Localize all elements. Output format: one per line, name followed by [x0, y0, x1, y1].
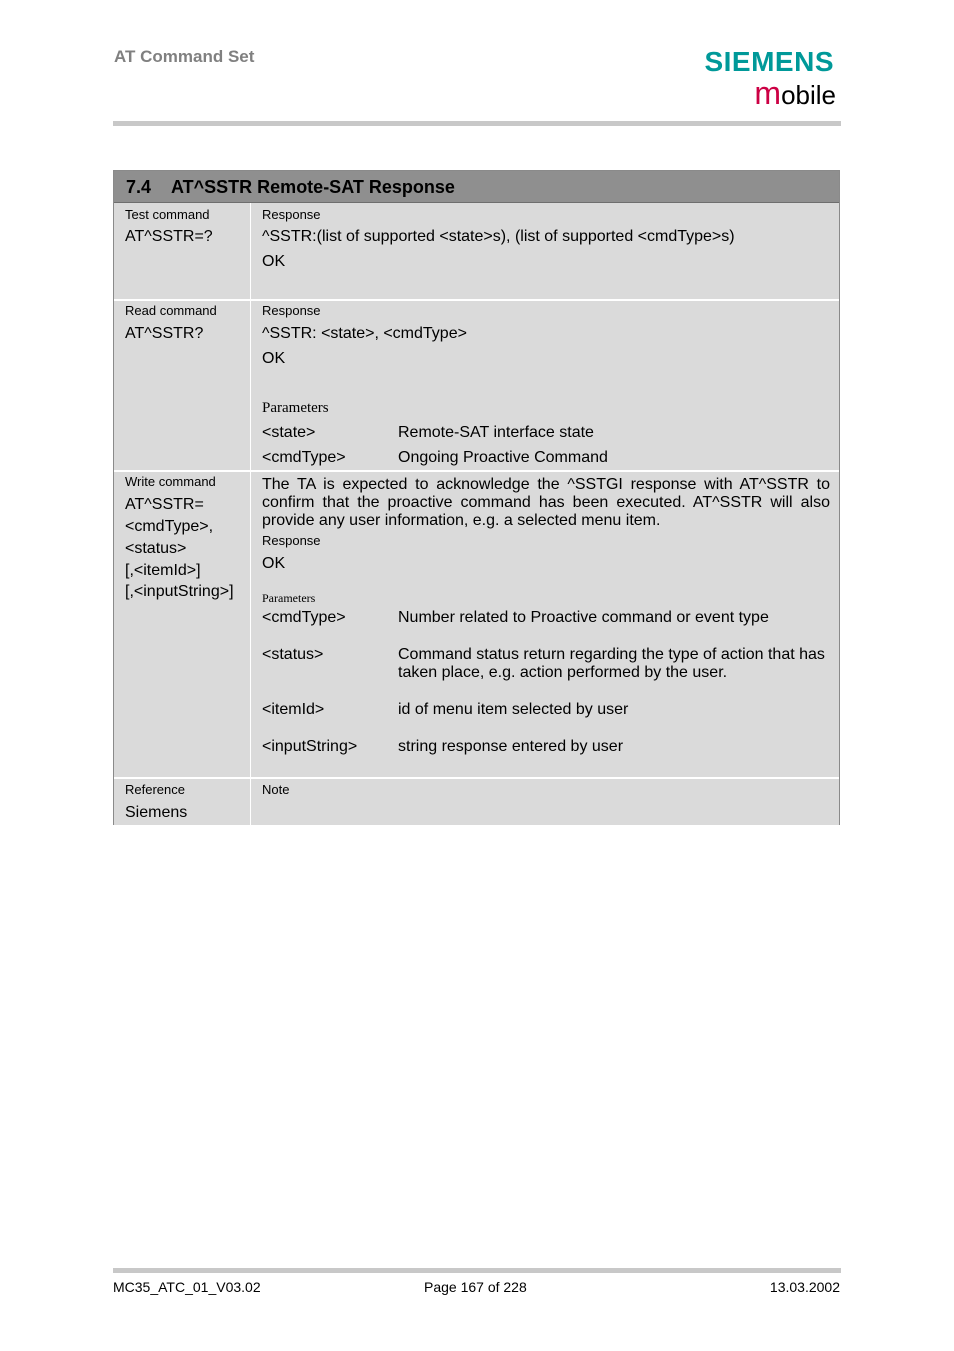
write-command-syntax-line: [,<itemId>]: [125, 562, 201, 579]
param-name: <cmdType>: [262, 609, 346, 626]
document-title: AT Command Set: [114, 47, 255, 66]
note-label: Note: [262, 782, 290, 797]
param-name: <status>: [262, 646, 324, 663]
read-command-syntax: AT^SSTR?: [125, 325, 204, 342]
reference-cell: [114, 779, 250, 825]
read-parameters-label: Parameters: [262, 400, 329, 416]
header-divider: [113, 121, 841, 126]
write-command-syntax-line: [,<inputString>]: [125, 583, 234, 600]
read-response-label: Response: [262, 303, 321, 318]
param-name: <inputString>: [262, 738, 358, 755]
logo-brand: SIEMENS: [704, 46, 834, 77]
param-desc: string response entered by user: [398, 738, 624, 755]
write-command-label: Write command: [125, 474, 216, 489]
test-response-text: ^SSTR:(list of supported <state>s), (list of supported <cmdType>s): [262, 228, 735, 245]
write-command-cell: [114, 472, 250, 777]
param-desc: Command status return regarding the type of action that has taken place, e.g. action performed by the user.: [398, 646, 825, 681]
logo-sub-rest: obile: [781, 80, 836, 110]
footer-doc-id: MC35_ATC_01_V03.02: [113, 1279, 261, 1295]
footer-page-number: Page 167 of 228: [424, 1279, 527, 1295]
read-command-label: Read command: [125, 303, 217, 318]
test-command-cell: [114, 203, 250, 299]
param-desc: Ongoing Proactive Command: [398, 449, 608, 466]
test-command-label: Test command: [125, 207, 210, 222]
write-command-row: [114, 472, 839, 777]
section-heading: [114, 171, 839, 203]
read-response-ok: OK: [262, 350, 286, 367]
read-command-row: [114, 301, 839, 470]
read-response-text: ^SSTR: <state>, <cmdType>: [262, 325, 467, 342]
reference-value: Siemens: [125, 804, 188, 821]
reference-label: Reference: [125, 782, 185, 797]
test-command-row: [114, 203, 839, 299]
param-name: <cmdType>: [262, 449, 346, 466]
param-name: <state>: [262, 424, 316, 441]
read-response-cell: [251, 301, 839, 470]
note-cell: [251, 779, 839, 825]
section-title: AT^SSTR Remote-SAT Response: [171, 177, 455, 197]
param-name: <itemId>: [262, 701, 325, 718]
write-command-syntax-line: AT^SSTR=: [125, 496, 204, 513]
param-desc: id of menu item selected by user: [398, 701, 629, 718]
write-command-syntax-line: <cmdType>,: [125, 518, 214, 535]
test-response-label: Response: [262, 207, 321, 222]
test-command-syntax: AT^SSTR=?: [125, 228, 213, 245]
footer-date: 13.03.2002: [769, 1279, 840, 1295]
write-parameters-label: Parameters: [262, 591, 316, 605]
test-response-ok: OK: [262, 253, 286, 270]
siemens-mobile-logo: [664, 46, 840, 111]
read-command-cell: [114, 301, 250, 470]
write-description: The TA is expected to acknowledge the ^SSTGI response with AT^SSTR to confirm that the proactive command has been executed. AT^SSTR will also provide any user information, e.g. a selected menu item.: [262, 476, 830, 529]
section-number: 7.4: [126, 177, 152, 197]
footer-divider: [113, 1268, 841, 1273]
logo-sub: [754, 75, 836, 112]
reference-row: [114, 779, 839, 825]
param-desc: Remote-SAT interface state: [398, 424, 594, 441]
write-command-syntax-line: <status>: [125, 540, 187, 557]
param-desc: Number related to Proactive command or event type: [398, 609, 769, 626]
test-response-cell: [251, 203, 839, 299]
write-response-ok: OK: [262, 555, 286, 572]
logo-sub-first: m: [754, 75, 782, 111]
write-response-cell: [251, 472, 839, 777]
command-section: [113, 170, 840, 825]
write-response-label: Response: [262, 533, 321, 548]
